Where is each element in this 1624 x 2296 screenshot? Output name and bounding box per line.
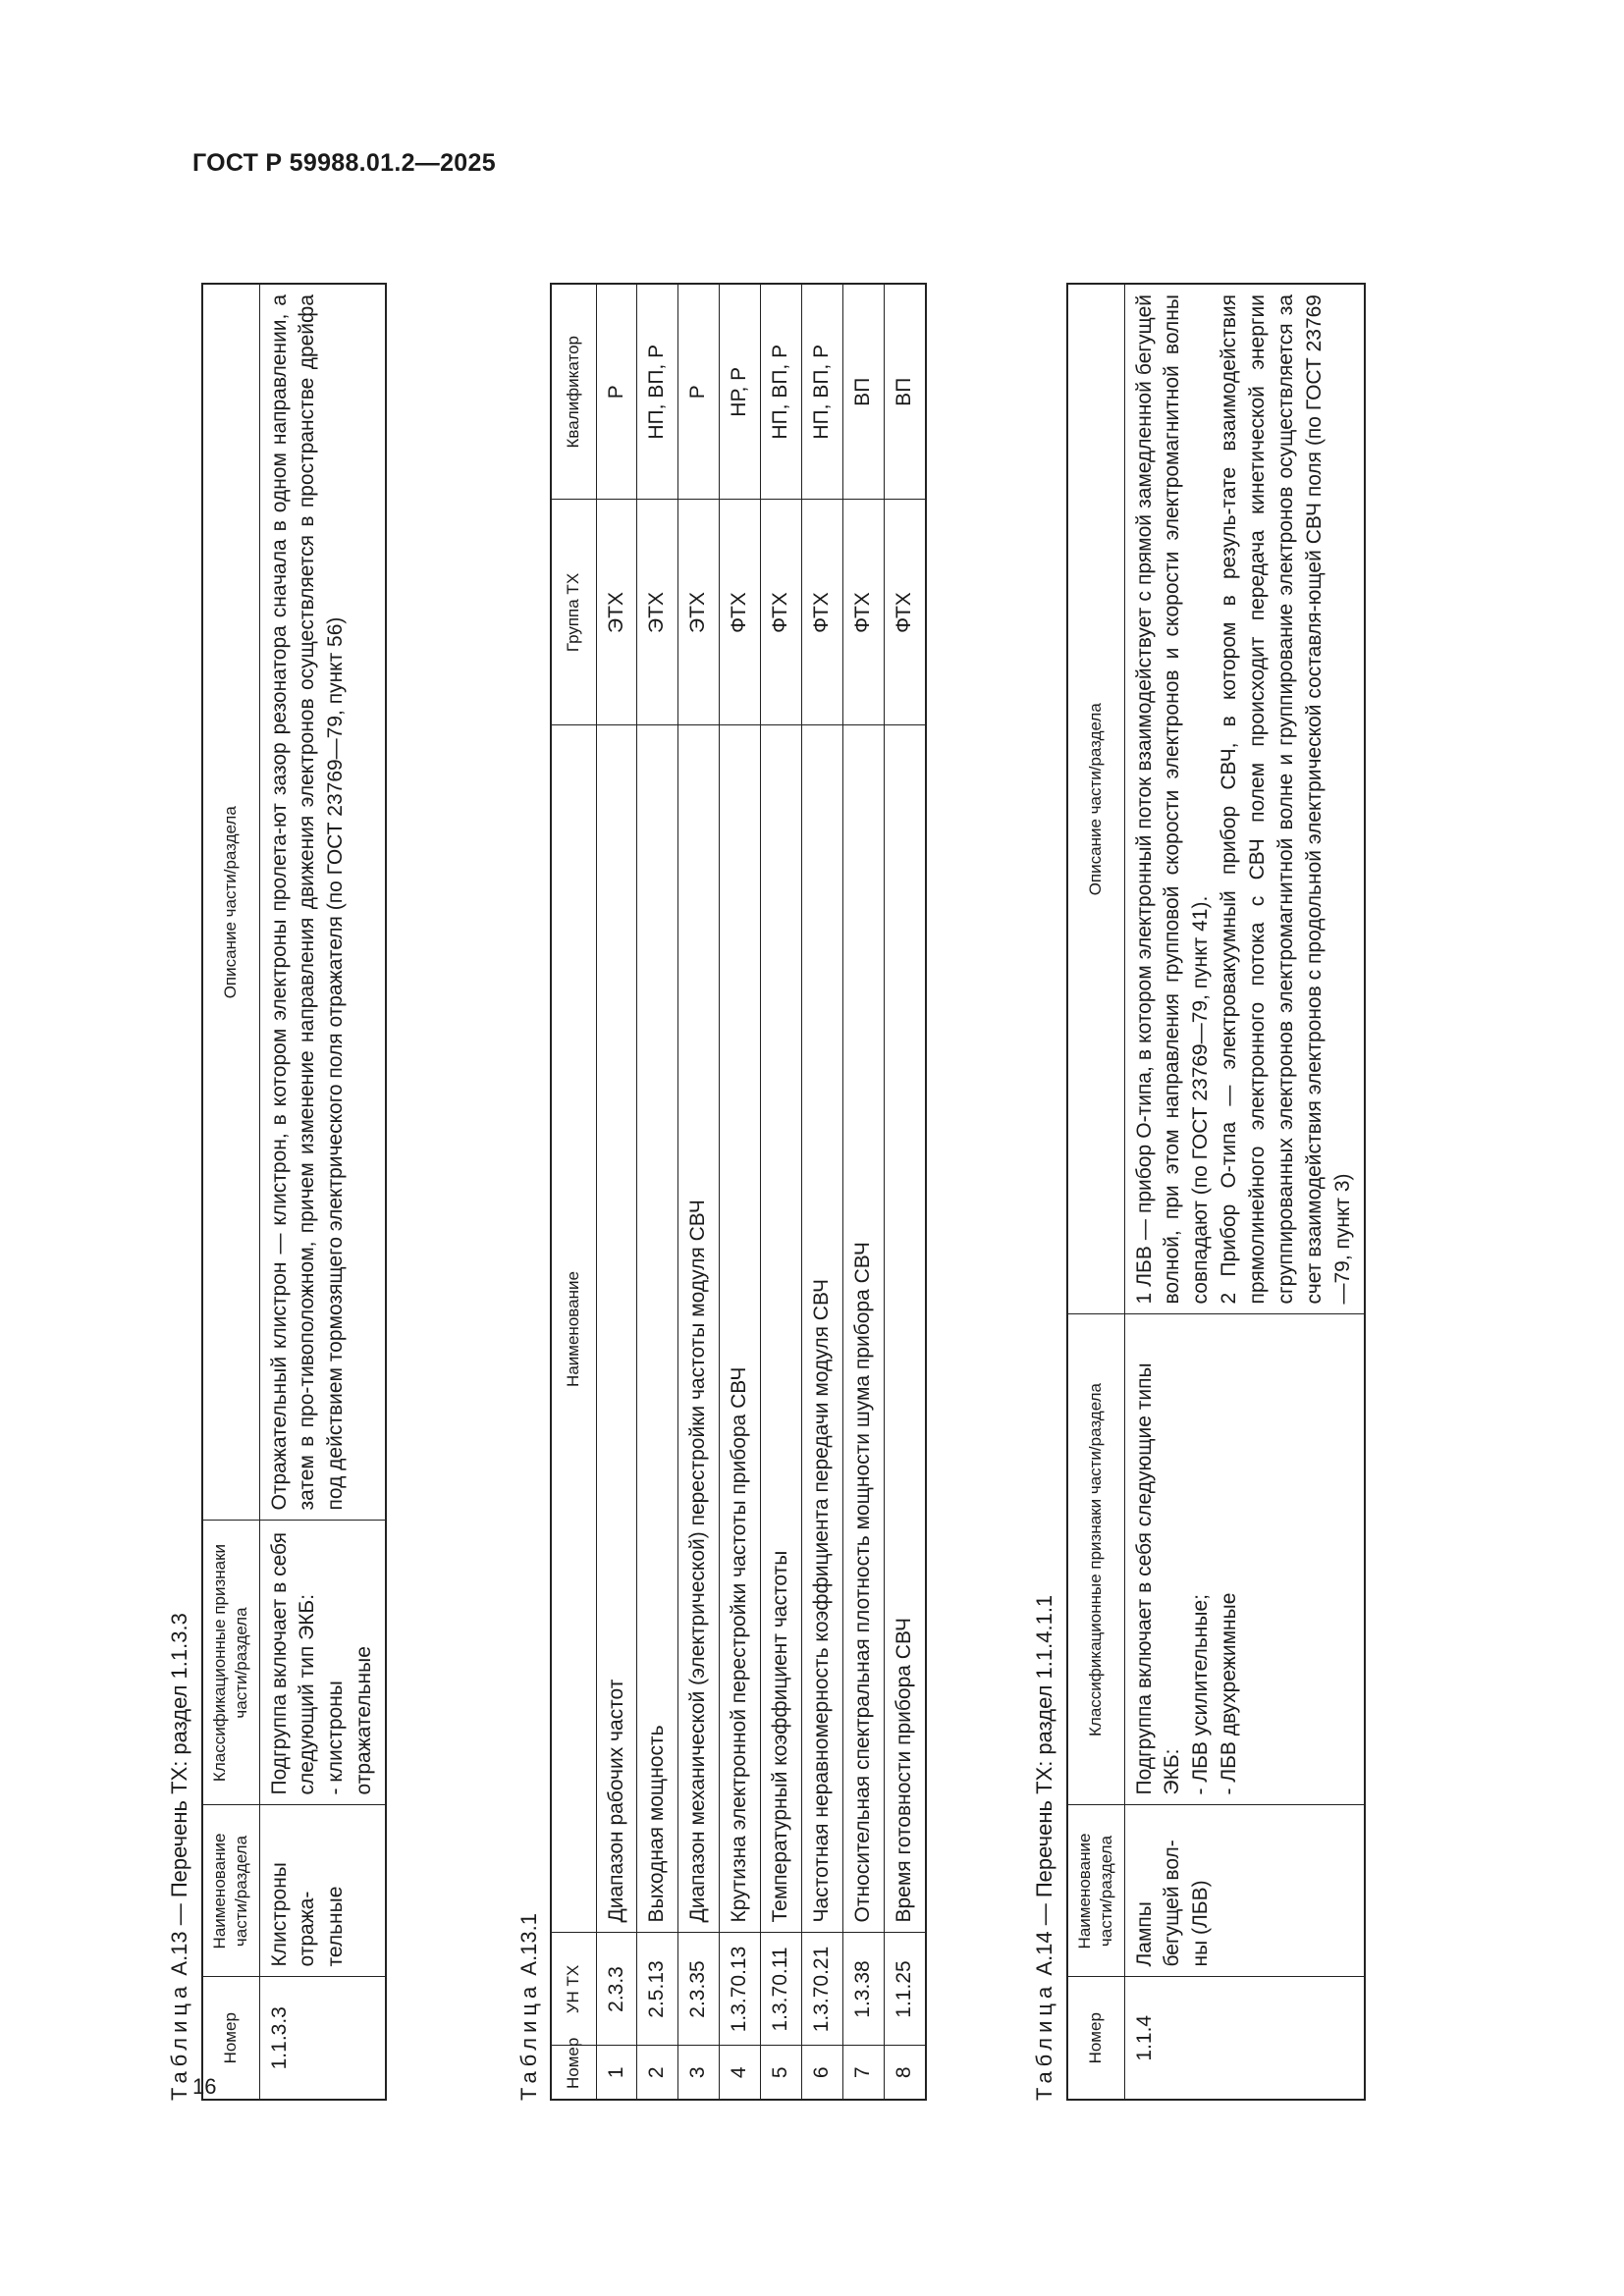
table-row: 4 1.3.70.13 Крутизна электронной перестройки частоты прибора СВЧ ФТХ НР, Р [720, 284, 761, 2100]
row-description: 1 ЛБВ — прибор О-типа, в котором электронный поток взаимодействует с прямой замедленной бегущей волной, при этом направления групповой скорости электронов и скорости электромагнитной волны совпадают (по ГОСТ 23769—79, пункт 41). 2 Прибор О-типа — электровакуумный прибор СВЧ, в котором в резуль-тате взаимодействия прямолинейного электронного потока с СВЧ полем происходит передача кинетической энергии сгруппированных электронов электромагнитной волне и группирование электронов осуществляется за счет взаимодействия электронов с продольной электрической составля-ющей СВЧ поля (по ГОСТ 23769—79, пункт 3) [1124, 284, 1365, 1314]
col-header-group: Группа ТХ [551, 500, 596, 725]
col-header-classification: Классификационные признаки части/раздела [1067, 1314, 1124, 1805]
col-header-description: Описание части/раздела [202, 284, 259, 1521]
table-row: 8 1.1.25 Время готовности прибора СВЧ ФТХ ВП [885, 284, 926, 2100]
col-header-qualifier: Квалификатор [551, 284, 596, 500]
row-number: 1.1.4 [1124, 1977, 1365, 2100]
col-header-name: Наименование [551, 725, 596, 1933]
col-header-name: Наименование части/раздела [1067, 1805, 1124, 1977]
table-row: 6 1.3.70.21 Частотная неравномерность коэффициента передачи модуля СВЧ ФТХ НП, ВП, Р [802, 284, 843, 2100]
row-classification: Подгруппа включает в себя следующие типы ЭКБ: - ЛБВ усилительные; - ЛБВ двухрежимные [1124, 1314, 1365, 1805]
row-description: Отражательный клистрон — клистрон, в котором электроны пролета-ют зазор резонатора сначала в одном направлении, а затем в про-тивоположном, причем изменение направления движения электронов осуществляется в пространстве дрейфа под действием тормозящего электрического поля отражателя (по ГОСТ 23769—79, пункт 56) [259, 284, 386, 1521]
table-row: 2 2.5.13 Выходная мощность ЭТХ НП, ВП, Р [637, 284, 678, 2100]
row-number: 1.1.3.3 [259, 1977, 386, 2100]
rotated-content [161, 275, 1490, 2101]
table-row: 1 2.3.3 Диапазон рабочих частот ЭТХ Р [596, 284, 637, 2100]
col-header-number: Номер [551, 2046, 596, 2100]
standard-header: ГОСТ Р 59988.01.2—2025 [192, 149, 496, 177]
col-header-number: Номер [202, 1977, 259, 2100]
caption-a13: Таблица А.13 — Перечень ТХ: раздел 1.1.3.3 [167, 1613, 191, 2101]
col-header-name: Наименование части/раздела [202, 1805, 259, 1977]
col-header-description: Описание части/раздела [1067, 284, 1124, 1314]
col-header-classification: Классификационные признаки части/раздела [202, 1521, 259, 1805]
caption-a13-1: Таблица А.13.1 [516, 1913, 541, 2101]
col-header-code: УН ТХ [551, 1933, 596, 2046]
table-a13 [201, 283, 387, 2101]
row-name: Лампы бегущей вол-ны (ЛБВ) [1124, 1805, 1365, 1977]
col-header-number: Номер [1067, 1977, 1124, 2100]
table-row: 7 1.3.38 Относительная спектральная плотность мощности шума прибора СВЧ ФТХ ВП [843, 284, 885, 2100]
caption-a14: Таблица А.14 — Перечень ТХ: раздел 1.1.4.1.1 [1032, 1594, 1056, 2101]
row-classification: Подгруппа включает в себя следующий тип ЭКБ: - клистроны отражательные [259, 1521, 386, 1805]
table-row: 3 2.3.35 Диапазон механической (электрической) перестройки частоты модуля СВЧ ЭТХ Р [678, 284, 720, 2100]
page-number: 16 [192, 2074, 217, 2099]
row-name: Клистроны отража-тельные [259, 1805, 386, 1977]
table-a14 [1066, 283, 1366, 2101]
table-a13-1 [550, 283, 927, 2101]
table-row: 5 1.3.70.11 Температурный коэффициент частоты ФТХ НП, ВП, Р [761, 284, 802, 2100]
